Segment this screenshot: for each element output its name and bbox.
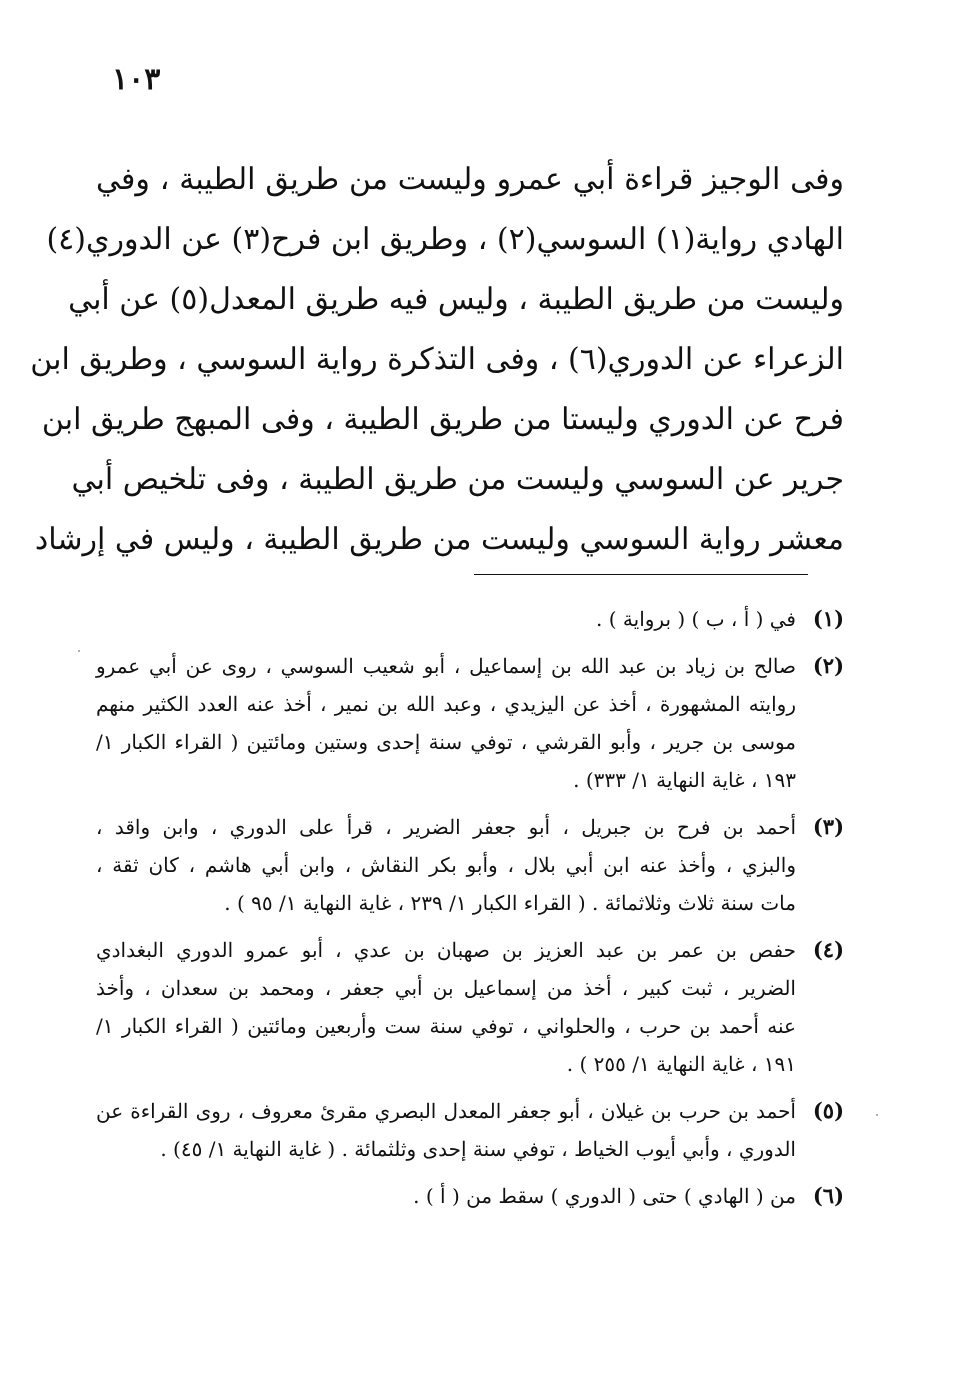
- footnote-line: روايته المشهورة ، أخذ عن اليزيدي ، وعبد الله بن نمير ، أخذ عنه العدد الكثير منهم: [96, 692, 796, 716]
- footnote-marker: (٤): [812, 937, 844, 962]
- footnote-marker: (٣): [812, 814, 844, 839]
- footnote: [96, 647, 844, 799]
- footnote: [96, 931, 844, 1083]
- footnote: [96, 1092, 844, 1168]
- footnote-line: حفص بن عمر بن عبد العزيز بن صهبان بن عدي ، أبو عمرو الدوري البغدادي: [96, 938, 796, 962]
- footnote-line: موسى بن جرير ، وأبو القرشي ، توفي سنة إحدى وستين ومائتين ( القراء الكبار ١/: [96, 730, 796, 754]
- main-text-line: الهادي رواية(١) السوسي(٢) ، وطريق ابن فرح(٣) عن الدوري(٤): [46, 222, 844, 257]
- scan-speck: [876, 1114, 878, 1116]
- footnote-marker: (٦): [812, 1183, 844, 1208]
- main-text-line: وفى الوجيز قراءة أبي عمرو وليست من طريق الطيبة ، وفي: [96, 162, 844, 197]
- footnote-line: الدوري ، وأبي أيوب الخياط ، توفي سنة إحدى وثلثمائة . ( غاية النهاية ١/ ٤٥) .: [160, 1137, 796, 1161]
- footnote-line: الضرير ، ثبت كبير ، أخذ من إسماعيل بن أبي جعفر ، ومحمد بن سعدان ، وأخذ: [96, 976, 796, 1000]
- main-text-line: فرح عن الدوري وليستا من طريق الطيبة ، وفى المبهج طريق ابن: [41, 402, 844, 437]
- footnote-line: عنه أحمد بن حرب ، والحلواني ، توفي سنة ست وأربعين ومائتين ( القراء الكبار ١/: [96, 1014, 796, 1038]
- footnote-line: في ( أ ، ب ) ( برواية ) .: [596, 607, 796, 631]
- footnote-divider: [474, 574, 808, 575]
- footnote: [96, 600, 844, 638]
- main-text-line: جرير عن السوسي وليست من طريق الطيبة ، وفى تلخيص أبي: [71, 462, 844, 497]
- footnote-line: ١٩٣ ، غاية النهاية ١/ ٣٣٣) .: [573, 768, 796, 792]
- scan-speck: [78, 650, 80, 652]
- main-text-line: معشر رواية السوسي وليست من طريق الطيبة ، وليس في إرشاد: [34, 522, 844, 557]
- main-text-line: الزعراء عن الدوري(٦) ، وفى التذكرة رواية السوسي ، وطريق ابن: [30, 342, 844, 377]
- main-text-line: وليست من طريق الطيبة ، وليس فيه طريق المعدل(٥) عن أبي: [68, 282, 844, 317]
- footnote-line: ١٩١ ، غاية النهاية ١/ ٢٥٥ ) .: [566, 1052, 796, 1076]
- footnote-line: صالح بن زياد بن عبد الله بن إسماعيل ، أبو شعيب السوسي ، روى عن أبي عمرو: [96, 654, 796, 678]
- footnote-line: والبزي ، وأخذ عنه ابن أبي بلال ، وأبو بكر النقاش ، وابن أبي هاشم ، كان ثقة ،: [96, 853, 796, 877]
- main-text: [30, 150, 844, 570]
- footnote-line: أحمد بن فرح بن جبريل ، أبو جعفر الضرير ، قرأ على الدوري ، وابن واقد ،: [96, 815, 796, 839]
- footnotes: [96, 600, 844, 1224]
- footnote-marker: (٢): [812, 653, 844, 678]
- footnote-line: مات سنة ثلاث وثلاثمائة . ( القراء الكبار ١/ ٢٣٩ ، غاية النهاية ١/ ٩٥ ) .: [224, 891, 796, 915]
- footnote-marker: (٥): [812, 1098, 844, 1123]
- footnote-line: من ( الهادي ) حتى ( الدوري ) سقط من ( أ ) .: [413, 1184, 796, 1208]
- footnote: [96, 808, 844, 922]
- page-number: ١٠٣: [112, 62, 161, 97]
- footnote: [96, 1177, 844, 1215]
- footnote-line: أحمد بن حرب بن غيلان ، أبو جعفر المعدل البصري مقرئ معروف ، روى القراءة عن: [96, 1099, 796, 1123]
- footnote-marker: (١): [812, 606, 844, 631]
